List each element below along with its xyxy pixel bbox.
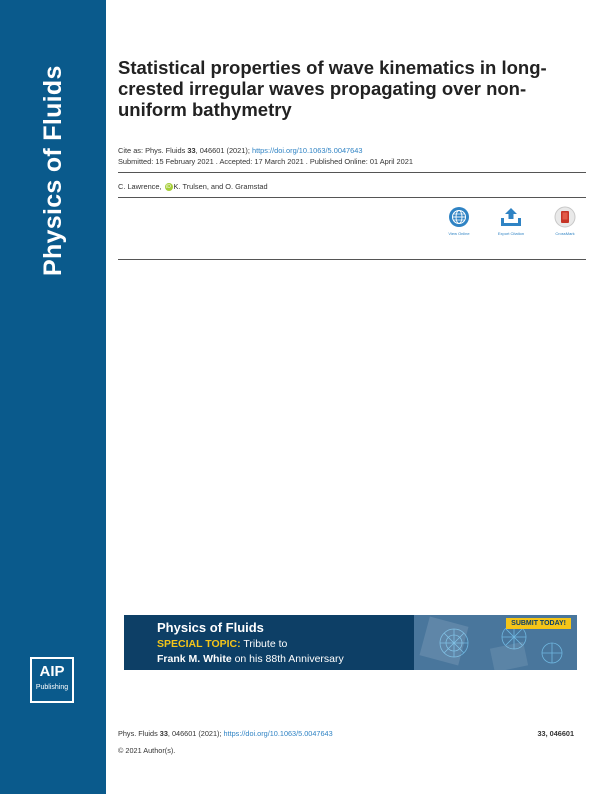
footer-page-id xyxy=(537,729,574,738)
banner-title: Physics of Fluids xyxy=(157,620,264,635)
article-title: Statistical properties of wave kinematics in long-crested irregular waves propagating over non-uniform bathymetry xyxy=(118,57,547,120)
submit-today-button[interactable]: SUBMIT TODAY! xyxy=(506,618,571,629)
cite-rest: , 046601 (2021); xyxy=(195,146,252,155)
aip-publishing-logo[interactable] xyxy=(30,657,74,703)
crossmark-icon xyxy=(554,206,576,228)
banner-special-topic: SPECIAL TOPIC: xyxy=(157,638,241,650)
author-lawrence[interactable]: C. Lawrence, xyxy=(118,182,162,191)
author-line xyxy=(118,182,268,191)
footer-page-volume: 33 xyxy=(537,729,546,738)
divider-mid xyxy=(118,197,586,198)
footer-volume: 33 xyxy=(159,729,168,738)
globe-icon xyxy=(448,206,470,228)
footer-doi-link[interactable]: https://doi.org/10.1063/5.0047643 xyxy=(223,729,333,738)
footer-page-number: , 046601 xyxy=(545,729,574,738)
view-online-label: View Online xyxy=(448,231,470,236)
export-citation-button[interactable] xyxy=(491,206,531,236)
footer-journal: Phys. Fluids xyxy=(118,729,160,738)
banner-name: Frank M. White xyxy=(157,653,232,665)
crossmark-button[interactable] xyxy=(545,206,585,236)
banner-tribute: Tribute to xyxy=(240,638,288,650)
view-online-button[interactable] xyxy=(439,206,479,236)
orcid-icon[interactable]: iD xyxy=(166,184,171,191)
cite-label: Cite as: Phys. Fluids xyxy=(118,146,188,155)
publishing-logo-text: Publishing xyxy=(35,684,69,691)
divider-top xyxy=(118,172,586,173)
copyright-notice: © 2021 Author(s). xyxy=(118,746,176,755)
banner-anniversary: on his 88th Anniversary xyxy=(231,653,344,665)
journal-name-vertical: Physics of Fluids xyxy=(39,65,67,276)
aip-logo-text: AIP xyxy=(39,663,65,680)
journal-sidebar xyxy=(0,0,106,794)
authors-rest[interactable]: K. Trulsen, and O. Gramstad xyxy=(173,182,268,191)
citation-line xyxy=(118,146,363,155)
footer-rest: , 046601 (2021); xyxy=(167,729,224,738)
special-topic-banner[interactable] xyxy=(124,615,577,670)
publication-dates: Submitted: 15 February 2021 . Accepted: 17 March 2021 . Published Online: 01 April 2021 xyxy=(118,157,413,166)
crossmark-label: CrossMark xyxy=(555,231,575,236)
export-icon xyxy=(499,206,523,228)
banner-honoree xyxy=(157,653,344,665)
cite-volume: 33 xyxy=(187,146,196,155)
export-citation-label: Export Citation xyxy=(497,231,525,236)
doi-link[interactable]: https://doi.org/10.1063/5.0047643 xyxy=(251,146,363,155)
divider-bottom xyxy=(118,259,586,260)
banner-topic xyxy=(157,638,287,650)
footer-citation xyxy=(118,729,333,738)
